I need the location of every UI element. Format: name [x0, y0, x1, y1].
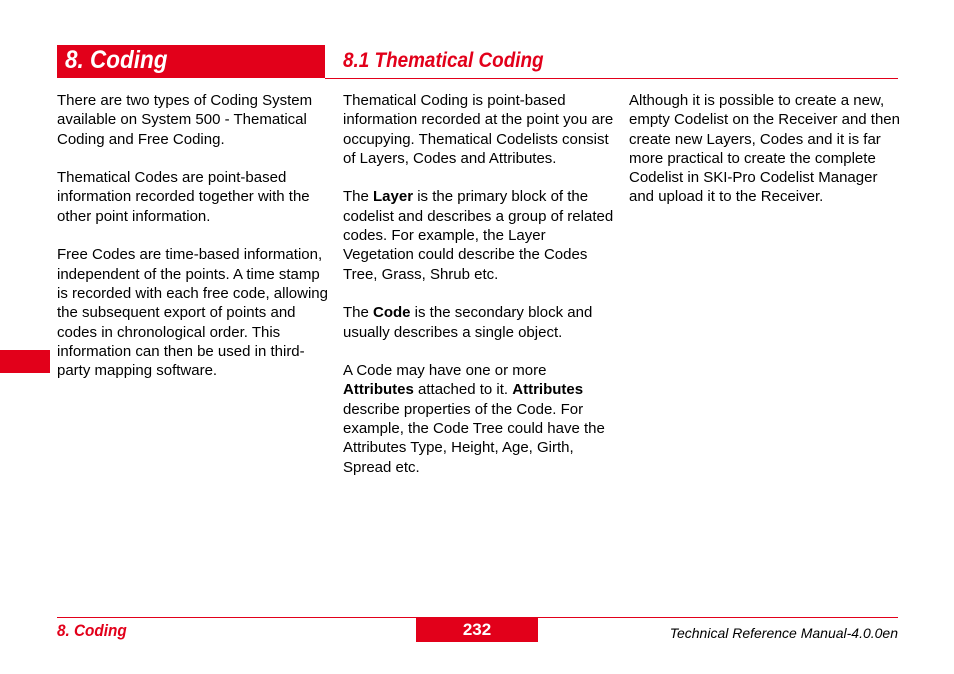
chapter-title: 8. Coding	[65, 46, 168, 74]
section-title: 8.1 Thematical Coding	[343, 49, 544, 72]
text-run: The	[343, 304, 374, 322]
paragraph: Free Codes are time-based information, independent of the points. A time stamp is recorded with each free code, allowing the subsequent export of points and codes in chronological order. This information can then be used in third-party mapping software.	[57, 246, 328, 380]
term-attributes: Attributes	[343, 381, 414, 399]
text-run: attached to it.	[413, 381, 513, 399]
text-run: is the primary block of the codelist and describes a group of related codes. For example, the Layer Vegetation could describe the Codes Tree, Grass, Shrub etc.	[343, 188, 614, 283]
text-run: The	[343, 188, 374, 206]
paragraph-attributes	[343, 361, 615, 477]
chapter-side-tab	[0, 350, 50, 373]
page-number: 232	[416, 618, 538, 642]
text-run: A Code may have one or more	[343, 362, 547, 380]
term-code: Code	[373, 304, 411, 322]
paragraph-layer	[343, 187, 615, 283]
chapter-title-box	[57, 45, 325, 78]
footer-chapter: 8. Coding	[57, 621, 127, 640]
paragraph: Thematical Codes are point-based information recorded together with the other point information.	[57, 169, 310, 225]
text-run: describe properties of the Code. For example, the Code Tree could have the Attributes Type, Height, Age, Girth, Spread etc.	[343, 400, 605, 476]
term-layer: Layer	[373, 188, 414, 206]
term-attributes: Attributes	[512, 381, 584, 399]
paragraph: There are two types of Coding System available on System 500 - Thematical Coding and Free Coding.	[57, 92, 313, 148]
text-column-3	[629, 91, 901, 226]
text-run: is the secondary block and usually describes a single object.	[343, 304, 593, 341]
header-divider	[325, 78, 898, 79]
footer-manual-title: Technical Reference Manual-4.0.0en	[669, 625, 898, 641]
paragraph: Although it is possible to create a new, empty Codelist on the Receiver and then create new Layers, Codes and it is far more practical to create the complete Codelist in SKI-Pro Codelist Manager and upload it to the Receiver.	[629, 92, 900, 206]
paragraph-code	[343, 303, 615, 342]
text-column-1	[57, 91, 329, 400]
text-column-2	[343, 91, 615, 496]
paragraph: Thematical Coding is point-based information recorded at the point you are occupying. Thematical Codelists consist of Layers, Codes and Attributes.	[343, 92, 614, 167]
